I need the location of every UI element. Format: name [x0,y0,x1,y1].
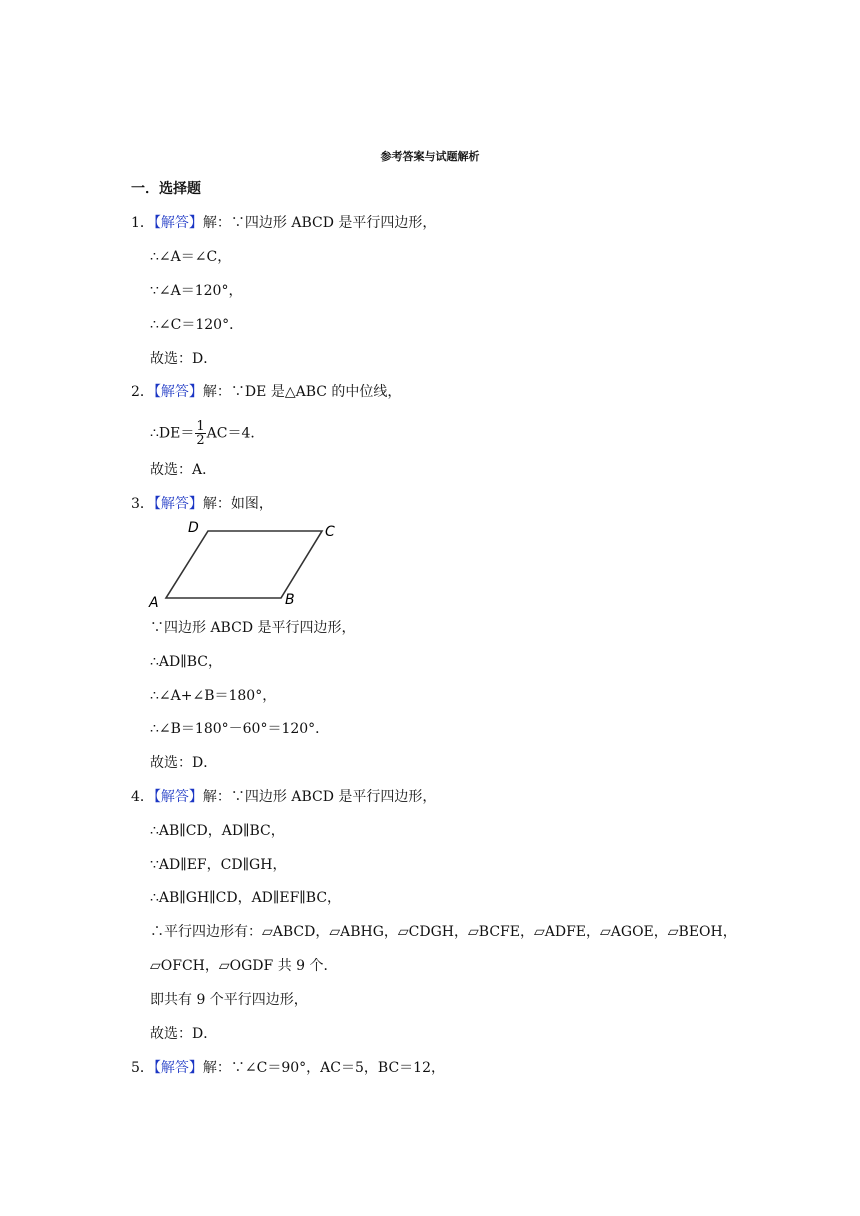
q2-line1-post: AC＝4． [206,425,265,442]
q4-line-6: 即共有 9 个平行四边形， [150,992,308,1008]
q2-line1-pre: ∴DE＝ [150,425,195,442]
q3-head: 解：如图， [202,496,273,512]
q4-line-3: ∴AB∥GH∥CD，AD∥EF∥BC， [150,890,342,906]
q3-answer-tag: 【解答】 [153,496,203,512]
q4-answer-tag: 【解答】 [153,789,203,805]
q3-number: 3． [131,496,154,512]
q1-head: 解：∵四边形 ABCD 是平行四边形， [202,215,437,231]
fraction-numerator: 1 [196,419,205,434]
page-title: 参考答案与试题解析 [380,150,480,163]
q4-answer: 故选：D． [150,1026,218,1042]
q3-answer: 故选：D． [150,755,218,771]
q1-line-2: ∵∠A＝120°， [150,283,243,299]
q3-line-1: ∵四边形 ABCD 是平行四边形， [150,620,356,636]
q1-line-1: ∴∠A＝∠C， [150,249,232,265]
q5-answer-tag: 【解答】 [153,1060,203,1076]
q1-line-3: ∴∠C＝120°． [150,317,244,333]
fraction-denominator: 2 [196,433,205,448]
q1-header [131,213,436,233]
q3-line-4: ∴∠B＝180°－60°＝120°． [150,721,330,737]
q2-answer-tag: 【解答】 [153,384,203,400]
parallelogram-figure [140,515,350,615]
fraction [195,420,205,447]
vertex-label-d: D [188,520,199,536]
q5-header [131,1058,445,1078]
q1-answer-tag: 【解答】 [153,215,203,231]
q4-line-2: ∵AD∥EF，CD∥GH， [150,857,287,873]
q3-line-3: ∴∠A+∠B＝180°， [150,688,277,704]
q2-line-1 [150,420,264,447]
q2-header [131,382,401,402]
q4-line-1: ∴AB∥CD，AD∥BC， [150,823,285,839]
parallelogram-shape [166,531,322,598]
q2-number: 2． [131,384,154,400]
q5-number: 5． [131,1060,154,1076]
q1-answer: 故选：D． [150,351,218,367]
q3-line-2: ∴AD∥BC， [150,654,222,670]
section-heading: 一．选择题 [131,181,201,197]
q2-answer: 故选：A． [150,462,217,478]
vertex-label-a: A [149,595,159,611]
q4-number: 4． [131,789,154,805]
q3-header [131,494,273,514]
q5-head: 解：∵∠C＝90°，AC＝5，BC＝12， [202,1060,445,1076]
vertex-label-b: B [285,592,295,608]
q1-number: 1． [131,215,154,231]
q2-head: 解：∵DE 是△ABC 的中位线， [202,384,402,400]
vertex-label-c: C [325,524,335,540]
q4-header [131,787,436,807]
q4-head: 解：∵四边形 ABCD 是平行四边形， [202,789,437,805]
q4-line-4: ∴平行四边形有：▱ABCD，▱ABHG，▱CDGH，▱BCFE，▱ADFE，▱AGOE，▱BEOH， [150,924,737,940]
q4-line-5: ▱OFCH，▱OGDF 共 9 个． [150,958,338,974]
